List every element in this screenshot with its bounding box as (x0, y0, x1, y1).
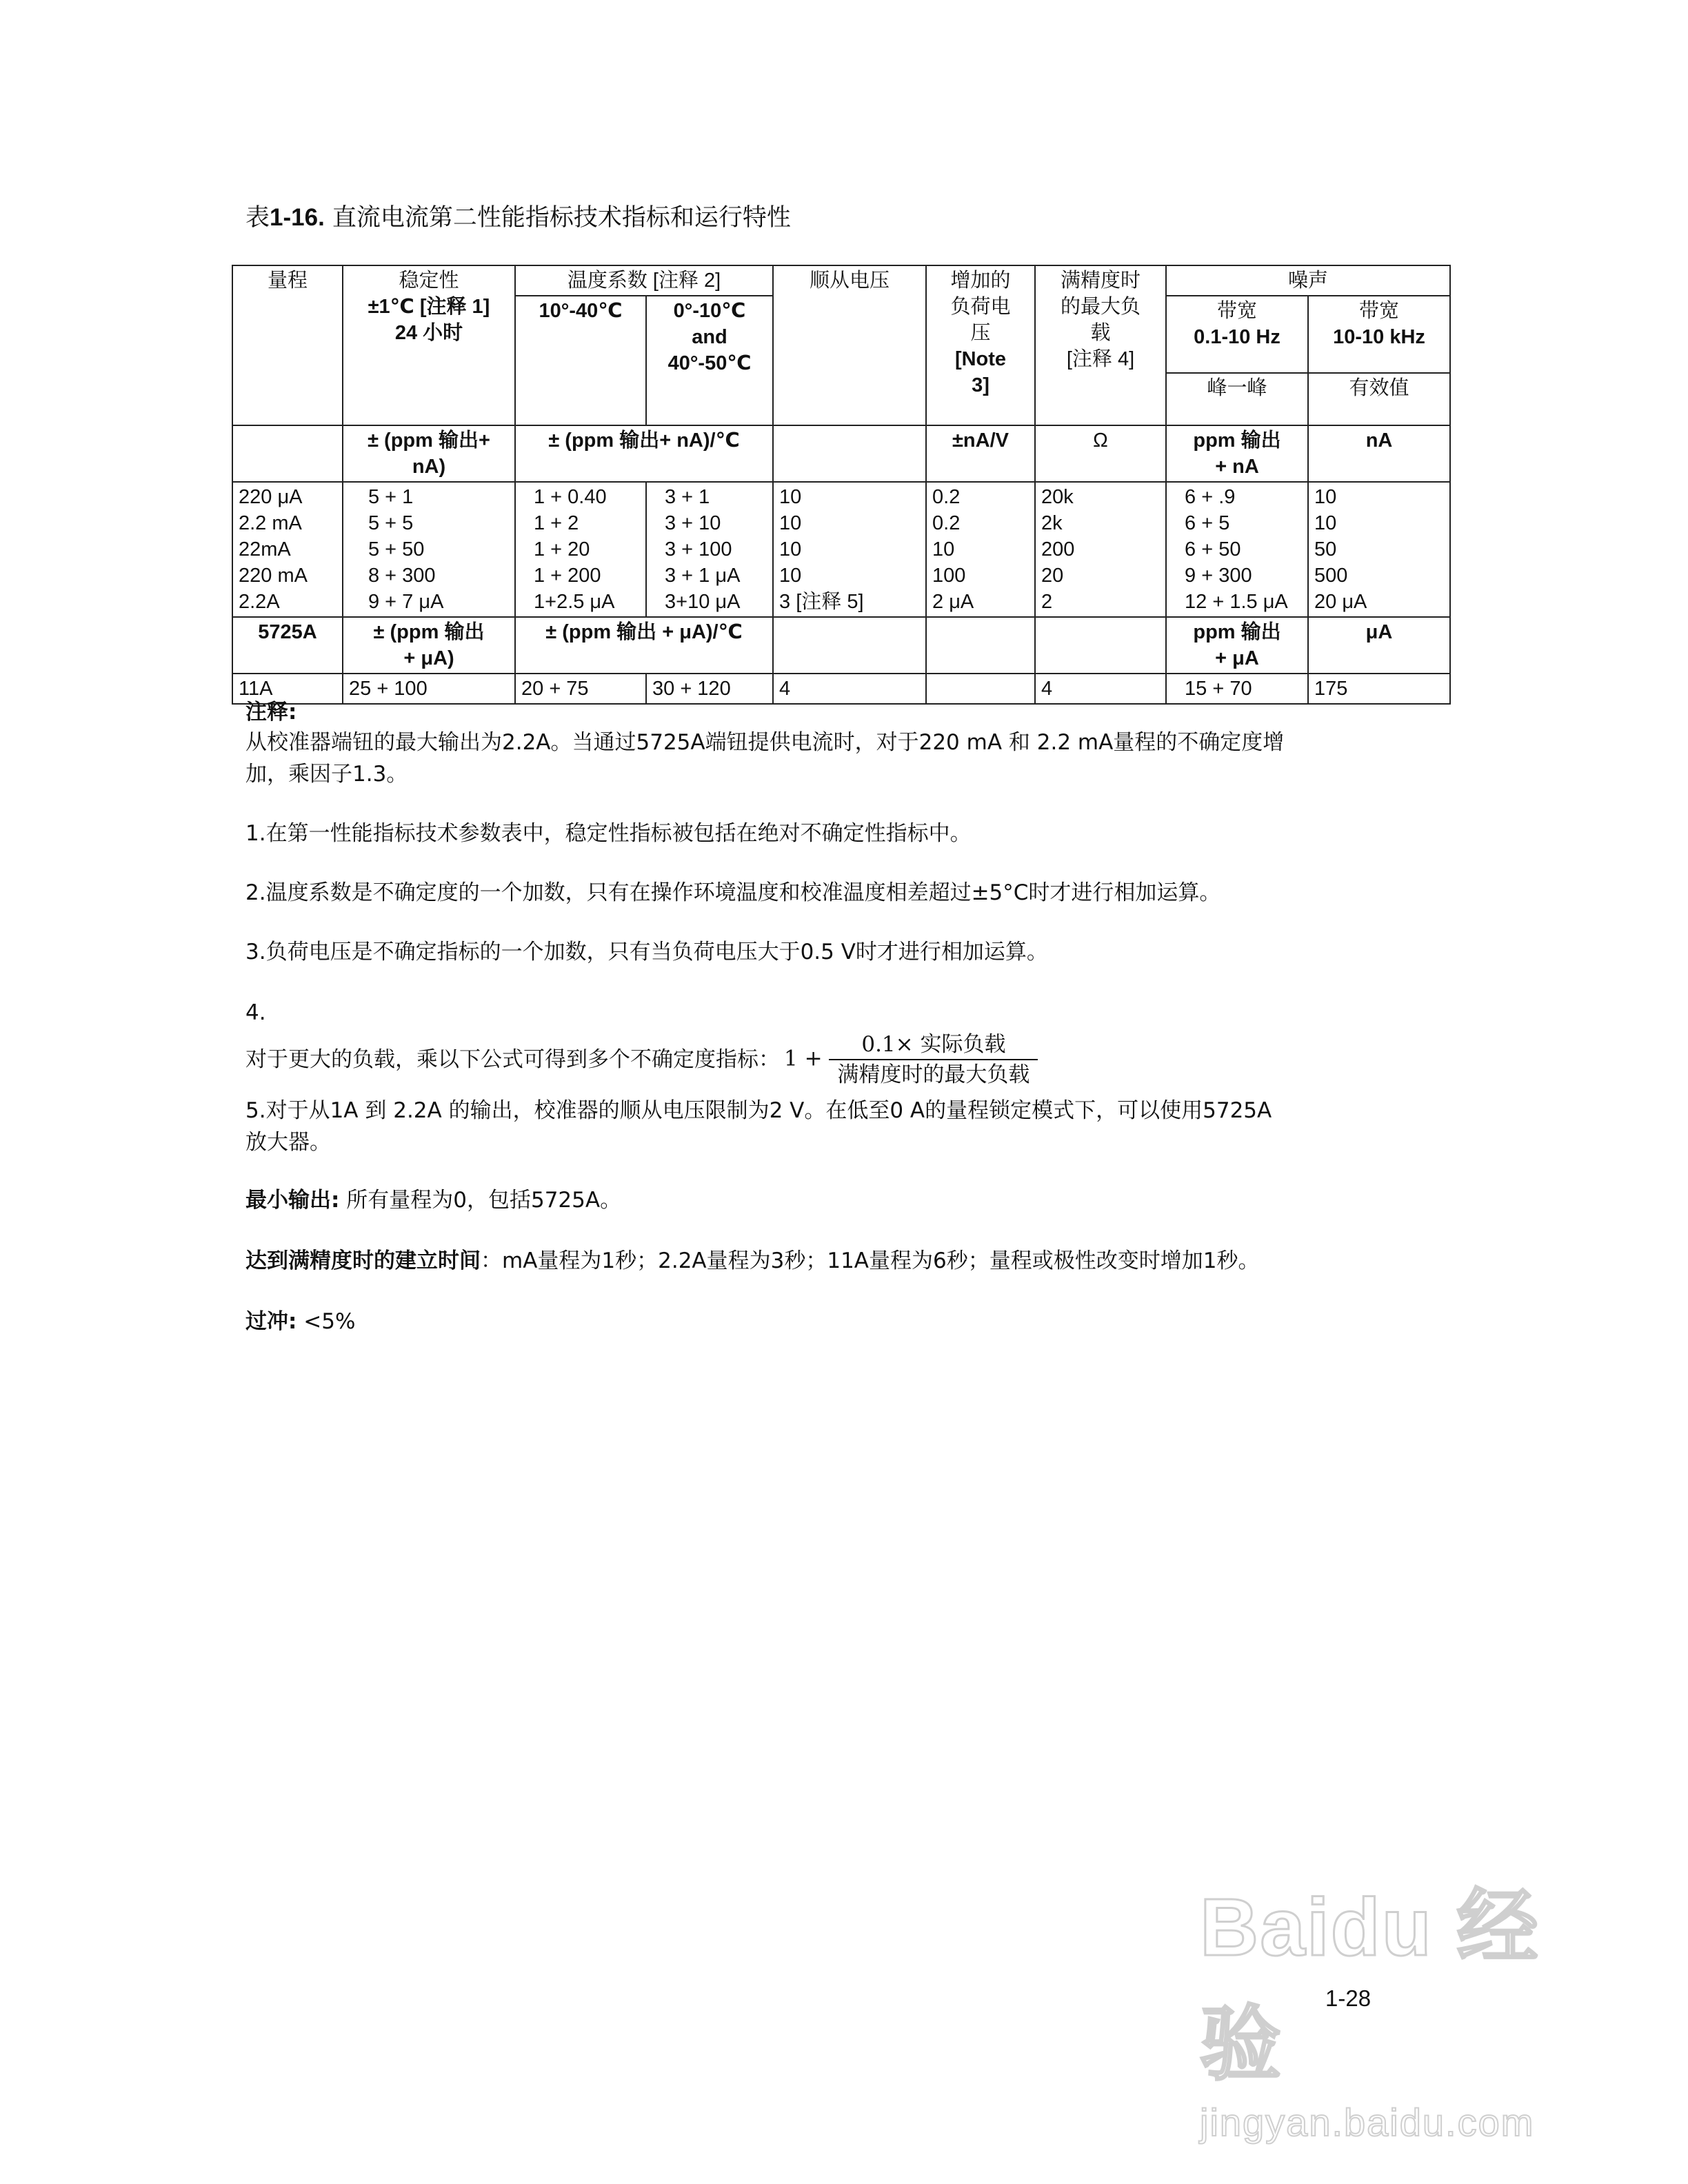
last-range: 11A (232, 674, 343, 704)
header-burden: 增加的 负荷电 压 [Note 3] (926, 265, 1035, 425)
header-tempco-a: 10°-40℃ (515, 296, 646, 425)
units2-stability: ± (ppm 输出 + μA) (343, 617, 515, 674)
header-bw2: 带宽 10-10 kHz (1308, 296, 1450, 373)
note-4-number: 4. (245, 1000, 266, 1025)
header-stability: 稳定性 ±1℃ [注释 1] 24 小时 (343, 265, 515, 425)
units-range (232, 425, 343, 482)
units-compliance (773, 425, 926, 482)
header-max-load: 满精度时 的最大负 载 [注释 4] (1035, 265, 1166, 425)
note-4-text: 对于更大的负载，乘以下公式可得到多个不确定度指标： (245, 1047, 780, 1072)
overshoot: 过冲: <5% (245, 1309, 356, 1334)
header-noise: 噪声 (1166, 265, 1450, 296)
units-tempco: ± (ppm 输出+ nA)/℃ (515, 425, 773, 482)
data-noise-pp: 6 + .9 6 + 5 6 + 50 9 + 300 12 + 1.5 μA (1166, 482, 1308, 617)
units2-tempco: ± (ppm 输出 + μA)/℃ (515, 617, 773, 674)
data-stability: 5 + 1 5 + 5 5 + 50 8 + 300 9 + 7 μA (343, 482, 515, 617)
spec-table (232, 265, 1451, 705)
units-noise-pp: ppm 输出 + nA (1166, 425, 1308, 482)
watermark-logo: Baidu 经验 (1200, 1882, 1540, 2090)
note-2: 2.温度系数是不确定度的一个加数，只有在操作环境温度和校准温度相差超过±5°C时才进行相加运算。 (245, 880, 1221, 905)
data-tempco-a: 1 + 0.40 1 + 2 1 + 20 1 + 200 1+2.5 μA (515, 482, 646, 617)
units2-noise-rms: μA (1308, 617, 1450, 674)
note-4 (245, 1030, 1038, 1089)
baidu-watermark (1200, 1861, 1586, 2144)
last-noise-rms: 175 (1308, 674, 1450, 704)
data-burden: 0.2 0.2 10 100 2 μA (926, 482, 1035, 617)
data-range: 220 μA 2.2 mA 22mA 220 mA 2.2A (232, 482, 343, 617)
last-tempco-a: 20 + 75 (515, 674, 646, 704)
units-max-load: Ω (1035, 425, 1166, 482)
units2-max-load (1035, 617, 1166, 674)
last-max-load: 4 (1035, 674, 1166, 704)
page-number: 1-28 (1325, 1985, 1372, 2011)
last-noise-pp: 15 + 70 (1166, 674, 1308, 704)
note-3: 3.负荷电压是不确定指标的一个加数，只有当负荷电压大于0.5 V时才进行相加运算。 (245, 940, 1048, 964)
data-tempco-b: 3 + 1 3 + 10 3 + 100 3 + 1 μA 3+10 μA (646, 482, 773, 617)
units2-burden (926, 617, 1035, 674)
header-bw1: 带宽 0.1-10 Hz (1166, 296, 1308, 373)
header-tempco-b: 0°-10℃ and 40°-50℃ (646, 296, 773, 425)
last-compliance: 4 (773, 674, 926, 704)
last-stability: 25 + 100 (343, 674, 515, 704)
data-max-load: 20k 2k 200 20 2 (1035, 482, 1166, 617)
watermark-url: jingyan.baidu.com (1200, 2101, 1535, 2144)
min-output: 最小输出: 所有量程为0，包括5725A。 (245, 1188, 622, 1213)
page-title: 表1-16. 直流电流第二性能指标技术指标和运行特性 (245, 204, 791, 232)
note-5: 5.对于从1A 到 2.2A 的输出，校准器的顺从电压限制为2 V。在低至0 A的量程锁定模式下，可以使用5725A 放大器。 (245, 1098, 1272, 1155)
data-noise-rms: 10 10 50 500 20 μA (1308, 482, 1450, 617)
units2-compliance (773, 617, 926, 674)
last-tempco-b: 30 + 120 (646, 674, 773, 704)
header-rms: 有效值 (1308, 373, 1450, 425)
notes-heading: 注释: (245, 700, 297, 725)
header-tempco: 温度系数 [注释 2] (515, 265, 773, 296)
last-burden (926, 674, 1035, 704)
header-peak-peak: 峰一峰 (1166, 373, 1308, 425)
units-noise-rms: nA (1308, 425, 1450, 482)
formula: 1 + $\frac{\text{0.1× 实际负载}}{\text{满精度时的最大负载}}$ (784, 1030, 1038, 1089)
data-compliance: 10 10 10 10 3 [注释 5] (773, 482, 926, 617)
header-compliance: 顺从电压 (773, 265, 926, 425)
units2-range: 5725A (232, 617, 343, 674)
settling-time: 达到满精度时的建立时间：mA量程为1秒；2.2A量程为3秒；11A量程为6秒；量程或极性改变时增加1秒。 (245, 1248, 1260, 1273)
units-burden: ±nA/V (926, 425, 1035, 482)
notes-intro: 从校准器端钮的最大输出为2.2A。当通过5725A端钮提供电流时，对于220 mA 和 2.2 mA量程的不确定度增 加，乘因子1.3。 (245, 730, 1285, 787)
header-range: 量程 (232, 265, 343, 425)
units-stability: ± (ppm 输出+ nA) (343, 425, 515, 482)
note-1: 1.在第一性能指标技术参数表中，稳定性指标被包括在绝对不确定性指标中。 (245, 821, 972, 846)
units2-noise-pp: ppm 输出 + μA (1166, 617, 1308, 674)
